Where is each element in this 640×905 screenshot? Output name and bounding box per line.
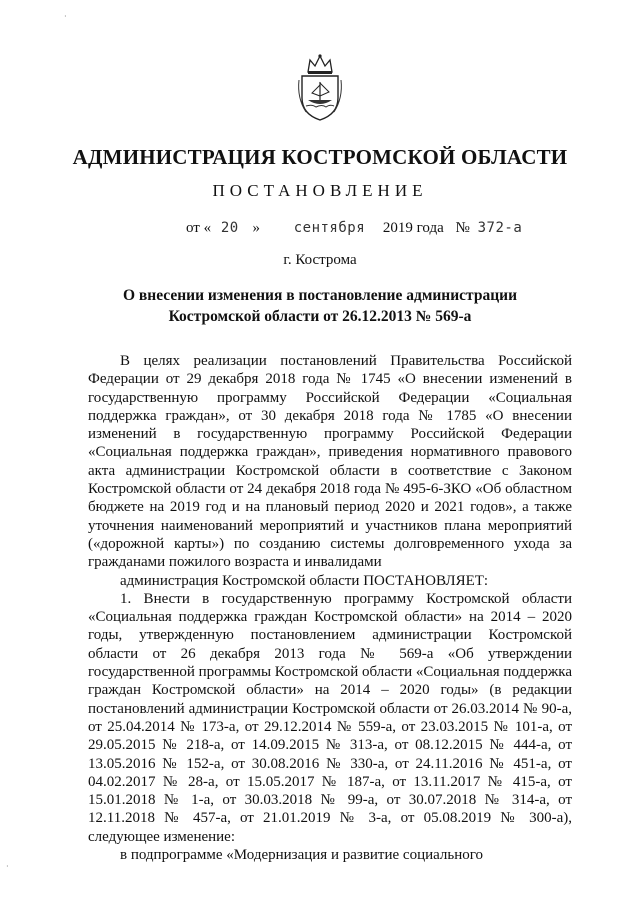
document-body	[88, 352, 572, 864]
document-subject	[90, 285, 550, 327]
decree-paragraph: администрация Костромской области ПОСТАНОВЛЯЕТ:	[120, 572, 489, 589]
subject-line-1: О внесении изменения в постановление администрации	[122, 287, 518, 304]
date-prefix: от «	[186, 220, 212, 236]
city-name: г. Кострома	[283, 252, 357, 268]
date-day: 20	[220, 220, 239, 236]
scan-speck: ·	[64, 12, 67, 21]
date-close-quote: »	[252, 220, 260, 236]
document-type: ПОСТАНОВЛЕНИЕ	[212, 181, 428, 200]
coat-of-arms-emblem	[296, 52, 344, 122]
preamble-paragraph: В целях реализации постановлений Правительства Российской Федерации от 29 декабря 2018 года № 1745 «О внесении изменений в государственную программу Российской Федерации «Социальная поддержка граждан», от 30 декабря 2018 года № 1785 «О внесении изменений в государственную программу Российской Федерации «Социальная поддержка граждан», приведения нормативного правового акта администрации Костромской области в соответствие с Законом Костромской области от 24 декабря 2018 года № 495-6-ЗКО «Об областном бюджете на 2019 год и на плановый период 2020 и 2021 годов», а также уточнения наименований мероприятий и участников плана мероприятий («дорожной карты») по созданию системы долговременного ухода за гражданами пожилого возраста и инвалидами	[88, 353, 572, 571]
date-month: сентября	[293, 220, 366, 236]
date-number-line	[186, 220, 522, 237]
document-number: 372-а	[477, 220, 523, 236]
scan-speck: ·	[6, 862, 9, 871]
date-year: 2019 года	[382, 220, 444, 236]
clause-1-paragraph: 1. Внести в государственную программу Костромской области «Социальная поддержка граждан Костромской области» на 2014 – 2020 годы, утвержденную постановлением администрации Костромской области от 26 декабря 2013 года № 569-а «Об утверждении государственной программы Костромской области «Социальная поддержка граждан Костромской области» на 2014 – 2020 годы» (в редакции постановлений администрации Костромской области от 26.03.2014 № 90-а, от 25.04.2014 № 173-а, от 29.12.2014 № 559-а, от 23.03.2015 № 101-а, от 29.05.2015 № 218-а, от 14.09.2015 № 313-а, от 08.12.2015 № 444-а, от 13.05.2016 № 152-а, от 30.08.2016 № 330-а, от 24.11.2016 № 451-а, от 04.02.2017 № 28-а, от 15.05.2017 № 187-а, от 13.11.2017 № 415-а, от 15.01.2018 № 1-а, от 30.03.2018 № 99-а, от 30.07.2018 № 314-а, от 12.11.2018 № 457-а, от 21.01.2019 № 3-а, от 05.08.2019 № 300-а), следующее изменение:	[88, 590, 572, 845]
organization-name: АДМИНИСТРАЦИЯ КОСТРОМСКОЙ ОБЛАСТИ	[72, 145, 568, 169]
subprogram-paragraph: в подпрограмме «Модернизация и развитие социального	[120, 847, 484, 864]
subject-line-2: Костромской области от 26.12.2013 № 569-а	[168, 308, 472, 325]
number-sign: №	[455, 220, 470, 236]
